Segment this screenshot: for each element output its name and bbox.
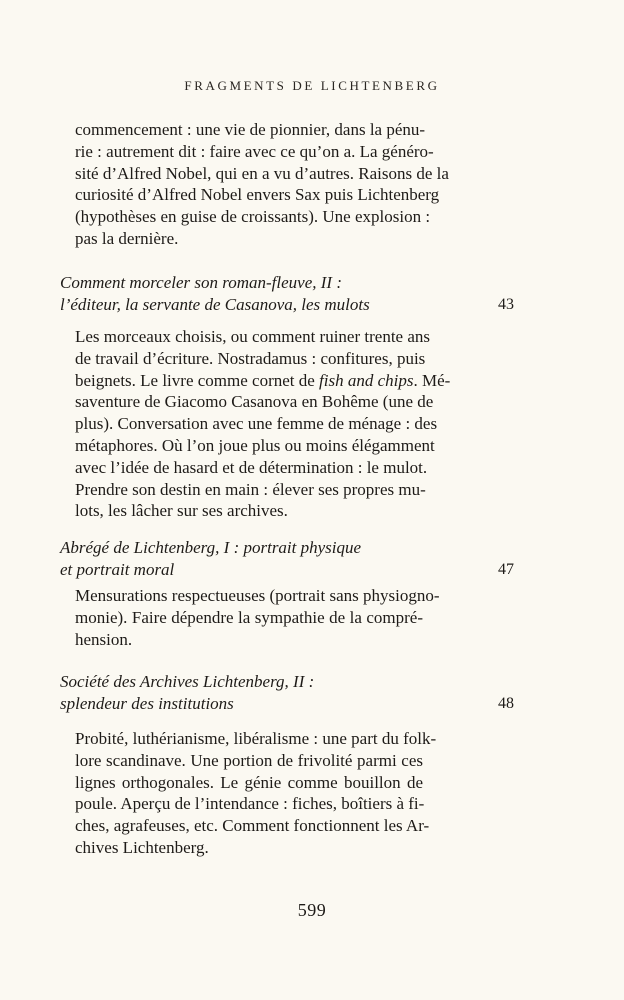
entry-title [60, 537, 440, 581]
entry-page-number: 47 [498, 561, 514, 578]
text-run: beignets. Le livre comme cornet de [75, 370, 320, 390]
entry-page-number: 48 [498, 695, 514, 712]
italic-phrase: fish and chips [319, 370, 414, 390]
text-line: monie). Faire dépendre la sympathie de la compré- [75, 607, 423, 627]
text-line: curiosité d’Alfred Nobel envers Sax puis Lichtenberg [75, 185, 440, 205]
entry-title-line: Abrégé de Lichtenberg, I : portrait physique [60, 538, 362, 557]
text-line: sité d’Alfred Nobel, qui en a vu d’autres. Raisons de la [75, 163, 449, 183]
entry-title-line: Société des Archives Lichtenberg, II : [60, 672, 315, 691]
entry-title-line: l’éditeur, la servante de Casanova, les mulots [60, 295, 370, 314]
entry-title-line: Comment morceler son roman-fleuve, II : [60, 273, 343, 292]
entry-title-line: et portrait moral [60, 560, 175, 579]
page-number: 599 [297, 900, 327, 920]
text-line: chives Lichtenberg. [75, 837, 209, 857]
entry-summary [75, 728, 437, 859]
text-line: ches, agrafeuses, etc. Comment fonctionnent les Ar- [75, 816, 430, 836]
text-line: Les morceaux choisis, ou comment ruiner trente ans [75, 327, 430, 346]
text-line: (hypothèses en guise de croissants). Une explosion : [75, 207, 431, 227]
text-line: avec l’idée de hasard et de détermination : le mulot. [75, 457, 428, 477]
entry-page-number: 43 [498, 296, 514, 313]
text-line: de travail d’écriture. Nostradamus : confitures, puis [75, 348, 426, 368]
running-head: FRAGMENTS DE LICHTENBERG [184, 78, 440, 93]
text-line: commencement : une vie de pionnier, dans la pénu- [75, 120, 426, 139]
text-line: pas la dernière. [75, 228, 179, 248]
text-line: métaphores. Où l’on joue plus ou moins élégamment [75, 435, 435, 455]
text-line: lots, les lâcher sur ses archives. [75, 501, 288, 521]
text-line: lore scandinave. Une portion de frivolité parmi ces [75, 750, 423, 770]
entry-summary [75, 585, 440, 650]
text-line: rie : autrement dit : faire avec ce qu’on a. La généro- [75, 141, 434, 161]
intro-paragraph [75, 119, 449, 250]
text-run: . Mé- [413, 370, 451, 390]
text-line: Prendre son destin en main : élever ses propres mu- [75, 479, 426, 499]
text-line: Mensurations respectueuses (portrait sans physiogno- [75, 586, 440, 605]
text-line: hension. [75, 629, 133, 649]
text-line: plus). Conversation avec une femme de ménage : des [75, 414, 438, 434]
entry-summary [75, 326, 451, 522]
entry-title [60, 671, 440, 715]
text-line: poule. Aperçu de l’intendance : fiches, boîtiers à fi- [75, 794, 425, 814]
entry-title [60, 272, 440, 316]
text-line [75, 370, 451, 392]
text-line: saventure de Giacomo Casanova en Bohême (une de [75, 392, 434, 412]
text-line: Probité, luthérianisme, libéralisme : une part du folk- [75, 729, 437, 748]
entry-title-line: splendeur des institutions [60, 694, 234, 713]
text-line: lignes orthogonales. Le génie comme bouillon de [75, 772, 423, 792]
